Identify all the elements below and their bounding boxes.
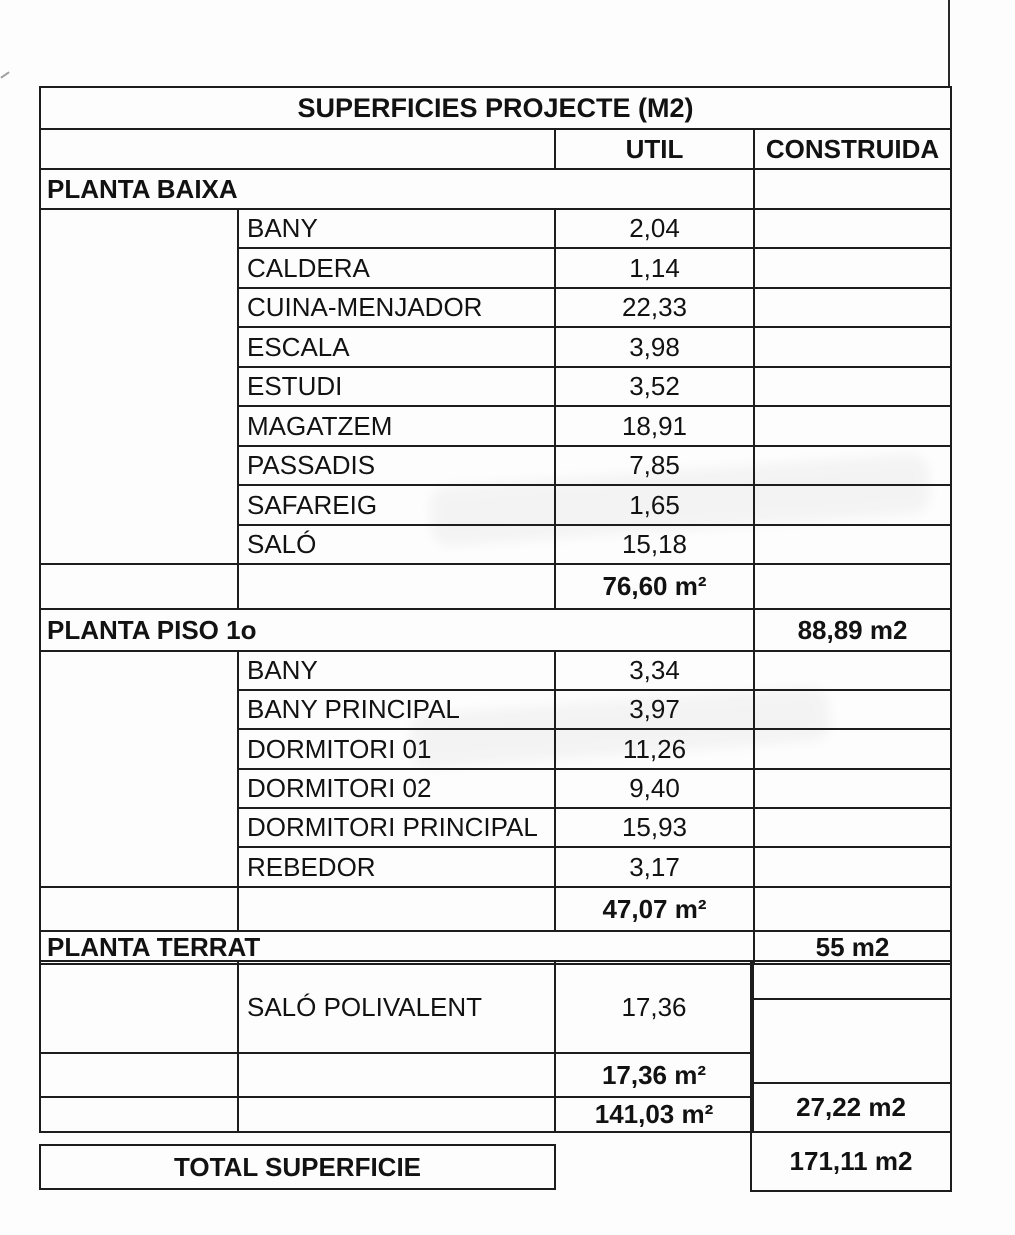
terrat-subtable-right (750, 960, 952, 1192)
empty-cell (754, 327, 951, 367)
room-name: ESTUDI (238, 367, 555, 406)
room-name: SALÓ (238, 525, 555, 564)
empty-cell (238, 1097, 555, 1132)
room-name: MAGATZEM (238, 406, 555, 446)
empty-cell (754, 887, 951, 931)
room-util-value: 15,93 (555, 808, 754, 847)
empty-cell (40, 1053, 238, 1097)
indent-cell (40, 209, 238, 564)
room-util-value: 15,18 (555, 525, 754, 564)
empty-cell (754, 847, 951, 887)
section-construida-value: 55 m2 (754, 931, 951, 964)
total-construida-value: 171,11 m2 (751, 1132, 951, 1191)
empty-cell (751, 961, 951, 999)
indent-cell (40, 651, 238, 887)
room-name: BANY (238, 209, 555, 248)
room-name: ESCALA (238, 327, 555, 367)
empty-cell (238, 887, 555, 931)
room-name: SALÓ POLIVALENT (238, 961, 555, 1053)
room-util-value: 3,98 (555, 327, 754, 367)
empty-cell (754, 729, 951, 769)
room-util-value: 1,14 (555, 248, 754, 288)
room-util-value: 7,85 (555, 446, 754, 485)
empty-cell (754, 367, 951, 406)
empty-cell (754, 808, 951, 847)
empty-cell (40, 1097, 238, 1132)
room-name: CUINA-MENJADOR (238, 288, 555, 327)
empty-cell (40, 129, 555, 169)
sheet-border-line (948, 0, 950, 88)
room-util-value: 18,91 (555, 406, 754, 446)
empty-cell (238, 1053, 555, 1097)
room-util-value: 3,52 (555, 367, 754, 406)
room-name: DORMITORI PRINCIPAL (238, 808, 555, 847)
section-subtotal-util: 17,36 m² (555, 1053, 753, 1097)
empty-cell (754, 288, 951, 327)
room-util-value: 3,34 (555, 651, 754, 690)
section-subtotal-util: 47,07 m² (555, 887, 754, 931)
empty-cell (754, 651, 951, 690)
empty-cell (754, 446, 951, 485)
construida-subtotal: 27,22 m2 (751, 1083, 951, 1132)
section-header-planta-baixa: PLANTA BAIXA (40, 169, 754, 209)
empty-cell (40, 564, 238, 609)
empty-cell (238, 564, 555, 609)
empty-cell (754, 690, 951, 729)
section-construida-value (754, 169, 951, 209)
terrat-subtable-left (39, 960, 754, 1133)
room-util-value: 2,04 (555, 209, 754, 248)
section-header-planta-piso: PLANTA PISO 1o (40, 609, 754, 651)
grand-total-util: 141,03 m² (555, 1097, 753, 1132)
empty-cell (754, 525, 951, 564)
corner-tick-mark (0, 71, 9, 78)
empty-cell (754, 248, 951, 288)
section-header-planta-terrat: PLANTA TERRAT (40, 931, 754, 964)
room-util-value: 3,97 (555, 690, 754, 729)
empty-cell (754, 209, 951, 248)
table-title: SUPERFICIES PROJECTE (M2) (40, 87, 951, 129)
col-header-util: UTIL (555, 129, 754, 169)
col-header-construida: CONSTRUIDA (754, 129, 951, 169)
room-util-value: 1,65 (555, 485, 754, 525)
room-util-value: 11,26 (555, 729, 754, 769)
total-label: TOTAL SUPERFICIE (173, 1151, 422, 1182)
total-superficie-label-box (39, 1144, 556, 1190)
room-util-value: 9,40 (555, 769, 754, 808)
empty-cell (754, 485, 951, 525)
room-util-value: 3,17 (555, 847, 754, 887)
empty-cell (754, 406, 951, 446)
room-name: CALDERA (238, 248, 555, 288)
section-construida-value: 88,89 m2 (754, 609, 951, 651)
empty-cell (751, 999, 951, 1083)
empty-cell (754, 564, 951, 609)
room-name: BANY PRINCIPAL (238, 690, 555, 729)
room-name: DORMITORI 02 (238, 769, 555, 808)
room-util-value: 22,33 (555, 288, 754, 327)
room-name: BANY (238, 651, 555, 690)
room-name: PASSADIS (238, 446, 555, 485)
room-util-value: 17,36 (555, 961, 753, 1053)
room-name: SAFAREIG (238, 485, 555, 525)
room-name: DORMITORI 01 (238, 729, 555, 769)
section-subtotal-util: 76,60 m² (555, 564, 754, 609)
room-name: REBEDOR (238, 847, 555, 887)
empty-cell (40, 887, 238, 931)
empty-cell (754, 769, 951, 808)
surfaces-table (39, 86, 952, 965)
indent-cell (40, 961, 238, 1053)
